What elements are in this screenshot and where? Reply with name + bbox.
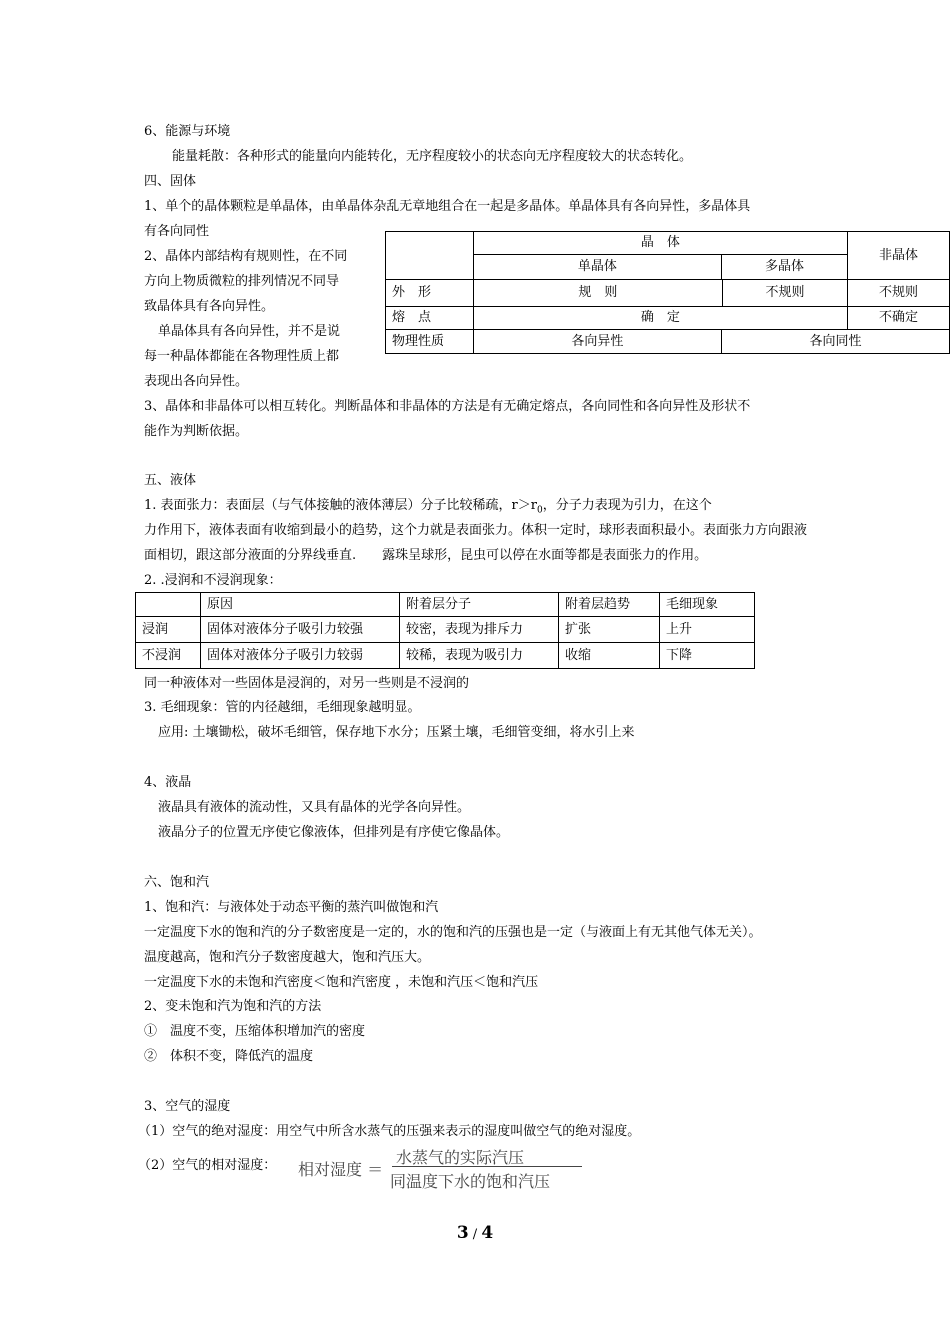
single-crystal-header: 单晶体 — [473, 255, 721, 280]
vapor-l6: ① 温度不变，压缩体积增加汽的密度 — [144, 1024, 366, 1039]
vapor-l5: 2、变未饱和汽为饱和汽的方法 — [144, 999, 322, 1014]
wetting-header-4: 毛细现象 — [660, 593, 755, 617]
wetting-cell: 不浸润 — [136, 643, 201, 669]
fraction-bar — [392, 1166, 582, 1167]
crystal-table-corner — [386, 232, 474, 280]
wetting-header-1: 原因 — [201, 593, 400, 617]
melt-label: 熔 点 — [386, 307, 474, 330]
page-number — [0, 1223, 950, 1243]
phys-rest: 各向同性 — [721, 330, 949, 354]
capillary: 3. 毛细现象：管的内径越细，毛细现象越明显。 — [144, 700, 421, 715]
wetting-cell: 收缩 — [559, 643, 660, 669]
capillary-app: 应用: 土壤锄松，破坏毛细管，保存地下水分；压紧土壤，毛细管变细，将水引上来 — [158, 725, 635, 740]
formula-lhs: 相对湿度 ＝ — [298, 1160, 384, 1179]
vapor-l7: ② 体积不变，降低汽的温度 — [144, 1049, 314, 1064]
wetting-cell: 固体对液体分子吸引力较弱 — [201, 643, 400, 669]
energy-dissipation: 能量耗散：各种形式的能量向内能转化，无序程度较小的状态向无序程度较大的状态转化。 — [172, 149, 693, 164]
solid-p2d: 单晶体具有各向异性，并不是说 — [158, 324, 341, 339]
vapor-l4: 一定温度下水的未饱和汽密度＜饱和汽密度 ，未饱和汽压＜饱和汽压 — [144, 975, 539, 990]
wetting-note: 同一种液体对一些固体是浸润的，对另一些则是不浸润的 — [144, 676, 470, 691]
shape-crystal-cell — [473, 280, 847, 307]
heading-liquid-crystal: 4、液晶 — [144, 775, 192, 790]
solid-p1a: 1、单个的晶体颗粒是单晶体，由单晶体杂乱无章地组合在一起是多晶体。单晶体具有各向异性，多晶体具 — [144, 199, 751, 214]
formula-numerator: 水蒸气的实际汽压 — [396, 1148, 525, 1167]
shape-poly: 不规则 — [765, 285, 805, 300]
crystal-header: 晶 体 — [473, 232, 847, 255]
wetting-cell: 较稀，表现为吸引力 — [400, 643, 559, 669]
vapor-l1: 1、饱和汽：与液体处于动态平衡的蒸汽叫做饱和汽 — [144, 900, 439, 915]
wetting-cell: 上升 — [660, 617, 755, 643]
wetting-header-3: 附着层趋势 — [559, 593, 660, 617]
table-row — [136, 643, 755, 669]
liquid-p1a-text: 1. 表面张力：表面层（与气体接触的液体薄层）分子比较稀疏，r＞r — [144, 498, 537, 513]
page-separator: / — [468, 1227, 482, 1242]
solid-p2e: 每一种晶体都能在各物理性质上都 — [144, 349, 340, 364]
vapor-l3: 温度越高，饱和汽分子数密度越大，饱和汽压大。 — [144, 950, 431, 965]
poly-crystal-header: 多晶体 — [721, 255, 847, 280]
liquid-p1c: 面相切，跟这部分液面的分界线垂直. 露珠呈球形，昆虫可以停在水面等都是表面张力的作用。 — [144, 548, 708, 563]
lc-line1: 液晶具有液体的流动性，又具有晶体的光学各向异性。 — [158, 800, 471, 815]
liquid-p1a-end: ，分子力表现为引力，在这个 — [542, 498, 712, 513]
lc-line2: 液晶分子的位置无序使它像液体，但排列是有序使它像晶体。 — [158, 825, 510, 840]
page-current: 3 — [456, 1223, 469, 1243]
solid-p3b: 能作为判断依据。 — [144, 424, 249, 439]
wetting-cell: 浸润 — [136, 617, 201, 643]
shape-single: 规 则 — [474, 280, 723, 306]
crystal-table — [385, 231, 950, 354]
vapor-l8: 3、空气的湿度 — [144, 1099, 231, 1114]
table-row — [136, 617, 755, 643]
shape-non: 不规则 — [848, 280, 950, 307]
solid-p2c: 致晶体具有各向异性。 — [144, 299, 275, 314]
heading-solid: 四、固体 — [144, 174, 197, 189]
solid-p2f: 表现出各向异性。 — [144, 374, 249, 389]
shape-label: 外 形 — [386, 280, 474, 307]
liquid-p2: 2. .浸润和不浸润现象： — [144, 573, 282, 588]
wetting-header-0 — [136, 593, 201, 617]
phys-label: 物理性质 — [386, 330, 474, 354]
wetting-header-row — [136, 593, 755, 617]
liquid-p1a-sub: 0 — [536, 505, 543, 516]
phys-single: 各向异性 — [473, 330, 721, 354]
wetting-header-2: 附着层分子 — [400, 593, 559, 617]
vapor-l2: 一定温度下水的饱和汽的分子数密度是一定的，水的饱和汽的压强也是一定（与液面上有无其他气体无关）。 — [144, 925, 762, 940]
vapor-l10: （2）空气的相对湿度： — [138, 1158, 277, 1173]
vapor-l9: （1）空气的绝对湿度：用空气中所含水蒸气的压强来表示的湿度叫做空气的绝对湿度。 — [138, 1124, 641, 1139]
wetting-cell: 下降 — [660, 643, 755, 669]
melt-crystal: 确 定 — [473, 307, 847, 330]
solid-p2a: 2、晶体内部结构有规则性，在不同 — [144, 249, 348, 264]
wetting-cell: 固体对液体分子吸引力较强 — [201, 617, 400, 643]
wetting-cell: 较密，表现为排斥力 — [400, 617, 559, 643]
heading-energy: 6、能源与环境 — [144, 124, 231, 139]
melt-non: 不确定 — [848, 307, 950, 330]
solid-p3a: 3、晶体和非晶体可以相互转化。判断晶体和非晶体的方法是有无确定熔点，各向同性和各向异性及形状不 — [144, 399, 751, 414]
wetting-cell: 扩张 — [559, 617, 660, 643]
liquid-p1a — [144, 497, 712, 520]
heading-vapor: 六、饱和汽 — [144, 875, 210, 890]
heading-liquid: 五、液体 — [144, 473, 197, 488]
solid-p2b: 方向上物质微粒的排列情况不同导 — [144, 274, 340, 289]
formula-denominator: 同温度下水的饱和汽压 — [390, 1172, 551, 1191]
page-total: 4 — [481, 1223, 494, 1243]
solid-p1b: 有各向同性 — [144, 224, 210, 239]
wetting-table — [135, 592, 755, 669]
noncrystal-header: 非晶体 — [848, 232, 950, 280]
liquid-p1b: 力作用下，液体表面有收缩到最小的趋势，这个力就是表面张力。体积一定时，球形表面积最小。表面张力方向跟液 — [144, 523, 808, 538]
